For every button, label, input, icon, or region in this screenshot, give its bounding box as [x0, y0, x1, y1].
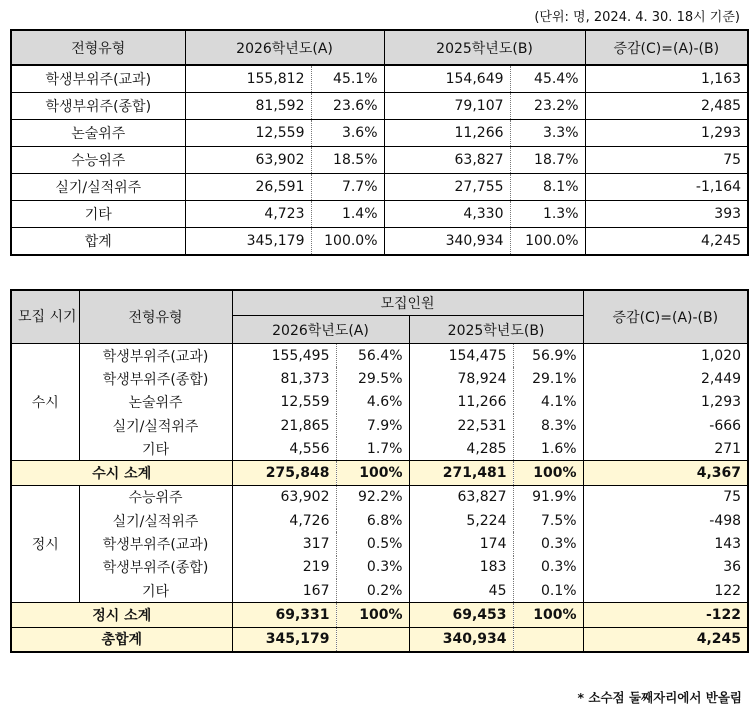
- value-diff: 4,367: [583, 461, 748, 485]
- row-type: 실기/실적위주: [11, 174, 185, 201]
- value-2026: 317: [302, 536, 330, 553]
- value-2025: 183: [479, 559, 507, 576]
- unit-note: (단위: 명, 2024. 4. 30. 18시 기준): [534, 10, 740, 25]
- header-2025: 2025학년도(B): [384, 30, 585, 65]
- value-2026: 275,848: [232, 461, 336, 485]
- pct-2025: 91.9%: [513, 485, 583, 509]
- pct-2026: 18.5%: [311, 147, 384, 174]
- value-2025: 340,934: [409, 627, 513, 652]
- row-type: 수능위주: [11, 147, 185, 174]
- detail-table: [10, 289, 749, 653]
- row-type: 합계: [11, 228, 185, 256]
- pct-2025: 45.4%: [510, 65, 585, 93]
- grand-total-label: 총합계: [11, 627, 232, 652]
- value-2025: 63,827: [384, 147, 510, 174]
- table-row: [11, 414, 748, 437]
- pct-2026: 100%: [336, 603, 409, 627]
- row-type: 실기/실적위주: [79, 509, 232, 532]
- row-type: 실기/실적위주: [79, 414, 232, 437]
- value-diff: 393: [585, 201, 748, 228]
- value-2026: 12,559: [185, 120, 311, 147]
- pct-2026: 45.1%: [311, 65, 384, 93]
- pct-2026: 7.9%: [336, 414, 409, 437]
- value-2025: 154,649: [384, 65, 510, 93]
- table-row: [11, 556, 748, 579]
- value-diff: -666: [709, 417, 742, 434]
- value-diff: 122: [714, 582, 742, 599]
- pct-2025: 0.1%: [513, 579, 583, 603]
- value-2025: 63,827: [457, 489, 507, 506]
- table-row: [11, 437, 748, 461]
- pct-2025: 4.1%: [513, 391, 583, 414]
- value-2025: 78,924: [457, 370, 507, 387]
- header-diff: 증감(C)=(A)-(B): [585, 30, 748, 65]
- value-diff: 75: [585, 147, 748, 174]
- pct-2026: 6.8%: [336, 509, 409, 532]
- pct-2026: 100.0%: [311, 228, 384, 256]
- row-type: 논술위주: [79, 391, 232, 414]
- value-2026: 81,373: [280, 370, 330, 387]
- header-type: 전형유형: [79, 290, 232, 344]
- value-diff: 1,163: [585, 65, 748, 93]
- pct-2025: 100.0%: [510, 228, 585, 256]
- value-2026: 345,179: [232, 627, 336, 652]
- header-count: 모집인원: [232, 290, 583, 316]
- value-2026: 4,726: [289, 512, 330, 529]
- pct-2025: 100%: [513, 603, 583, 627]
- table-row: [11, 147, 748, 174]
- row-type: 학생부위주(종합): [79, 556, 232, 579]
- value-diff: -1,164: [585, 174, 748, 201]
- header-2025: 2025학년도(B): [409, 316, 583, 344]
- pct-2025: 8.1%: [510, 174, 585, 201]
- subtotal-row: [11, 461, 748, 485]
- pct-2026: 4.6%: [336, 391, 409, 414]
- subtotal-row: [11, 603, 748, 627]
- value-2025: 4,285: [466, 440, 507, 457]
- value-diff: 75: [723, 489, 742, 506]
- value-2026: 81,592: [185, 93, 311, 120]
- value-2025: 154,475: [448, 347, 507, 364]
- empty-cell: [513, 627, 583, 652]
- subtotal-label: 정시 소계: [11, 603, 232, 627]
- footnote: * 소수점 둘째자리에서 반올림: [577, 690, 742, 705]
- table-row: [11, 579, 748, 603]
- table-row: [11, 509, 748, 532]
- row-type: 논술위주: [11, 120, 185, 147]
- table-row: [11, 120, 748, 147]
- header-2026: 2026학년도(A): [185, 30, 384, 65]
- table-row: [11, 344, 748, 368]
- row-type: 기타: [79, 579, 232, 603]
- value-diff: -122: [583, 603, 748, 627]
- table-row: [11, 93, 748, 120]
- row-type: 학생부위주(종합): [79, 367, 232, 390]
- value-diff: 36: [723, 559, 742, 576]
- pct-2025: 1.6%: [513, 437, 583, 461]
- table-row: [11, 485, 748, 509]
- subtotal-label: 수시 소계: [11, 461, 232, 485]
- header-diff: 증감(C)=(A)-(B): [583, 290, 748, 344]
- value-diff: 4,245: [585, 228, 748, 256]
- row-type: 학생부위주(교과): [11, 65, 185, 93]
- value-2025: 79,107: [384, 93, 510, 120]
- value-2026: 26,591: [185, 174, 311, 201]
- pct-2025: 0.3%: [513, 532, 583, 555]
- header-period: 모집 시기: [11, 290, 79, 344]
- value-2026: 345,179: [185, 228, 311, 256]
- summary-table: [10, 29, 749, 256]
- pct-2026: 3.6%: [311, 120, 384, 147]
- table-row: [11, 391, 748, 414]
- header-2026: 2026학년도(A): [232, 316, 409, 344]
- pct-2026: 1.4%: [311, 201, 384, 228]
- pct-2026: 1.7%: [336, 437, 409, 461]
- pct-2026: 0.5%: [336, 532, 409, 555]
- value-diff: 4,245: [583, 627, 748, 652]
- table-row: [11, 201, 748, 228]
- value-2025: 11,266: [457, 394, 507, 411]
- table-row: [11, 174, 748, 201]
- value-2025: 45: [488, 582, 507, 599]
- pct-2025: 7.5%: [513, 509, 583, 532]
- row-type: 학생부위주(교과): [79, 344, 232, 368]
- pct-2026: 7.7%: [311, 174, 384, 201]
- pct-2025: 8.3%: [513, 414, 583, 437]
- pct-2026: 100%: [336, 461, 409, 485]
- table-row: [11, 228, 748, 256]
- value-2025: 174: [479, 536, 507, 553]
- value-diff: 1,293: [700, 394, 742, 411]
- pct-2026: 56.4%: [336, 344, 409, 368]
- row-type: 학생부위주(교과): [79, 532, 232, 555]
- pct-2025: 23.2%: [510, 93, 585, 120]
- pct-2025: 18.7%: [510, 147, 585, 174]
- table-row: [11, 367, 748, 390]
- value-diff: -498: [709, 512, 742, 529]
- value-2026: 21,865: [280, 417, 330, 434]
- value-2025: 22,531: [457, 417, 507, 434]
- value-2026: 63,902: [185, 147, 311, 174]
- value-2025: 340,934: [384, 228, 510, 256]
- empty-cell: [336, 627, 409, 652]
- pct-2025: 3.3%: [510, 120, 585, 147]
- pct-2026: 0.2%: [336, 579, 409, 603]
- table-row: [11, 532, 748, 555]
- value-2026: 219: [302, 559, 330, 576]
- value-diff: 1,020: [700, 347, 742, 364]
- pct-2026: 29.5%: [336, 367, 409, 390]
- pct-2026: 92.2%: [336, 485, 409, 509]
- value-2026: 155,495: [271, 347, 330, 364]
- period-label: 수시: [11, 344, 79, 461]
- value-diff: 2,449: [700, 370, 742, 387]
- value-2025: 69,453: [409, 603, 513, 627]
- row-type: 수능위주: [79, 485, 232, 509]
- value-2026: 155,812: [185, 65, 311, 93]
- value-2026: 4,556: [289, 440, 330, 457]
- pct-2025: 29.1%: [513, 367, 583, 390]
- value-2026: 63,902: [280, 489, 330, 506]
- value-2026: 167: [302, 582, 330, 599]
- pct-2025: 1.3%: [510, 201, 585, 228]
- value-diff: 271: [714, 440, 742, 457]
- value-2025: 27,755: [384, 174, 510, 201]
- period-label: 정시: [11, 485, 79, 602]
- pct-2025: 56.9%: [513, 344, 583, 368]
- value-diff: 143: [714, 536, 742, 553]
- value-2025: 4,330: [384, 201, 510, 228]
- row-type: 학생부위주(종합): [11, 93, 185, 120]
- row-type: 기타: [79, 437, 232, 461]
- pct-2025: 100%: [513, 461, 583, 485]
- value-2025: 11,266: [384, 120, 510, 147]
- pct-2026: 0.3%: [336, 556, 409, 579]
- pct-2025: 0.3%: [513, 556, 583, 579]
- value-2025: 5,224: [466, 512, 507, 529]
- grand-total-row: [11, 627, 748, 652]
- value-2025: 271,481: [409, 461, 513, 485]
- summary-header-row: [11, 30, 748, 65]
- value-diff: 2,485: [585, 93, 748, 120]
- value-2026: 4,723: [185, 201, 311, 228]
- row-type: 기타: [11, 201, 185, 228]
- pct-2026: 23.6%: [311, 93, 384, 120]
- value-diff: 1,293: [585, 120, 748, 147]
- table-row: [11, 65, 748, 93]
- value-2026: 69,331: [232, 603, 336, 627]
- value-2026: 12,559: [280, 394, 330, 411]
- header-type: 전형유형: [11, 30, 185, 65]
